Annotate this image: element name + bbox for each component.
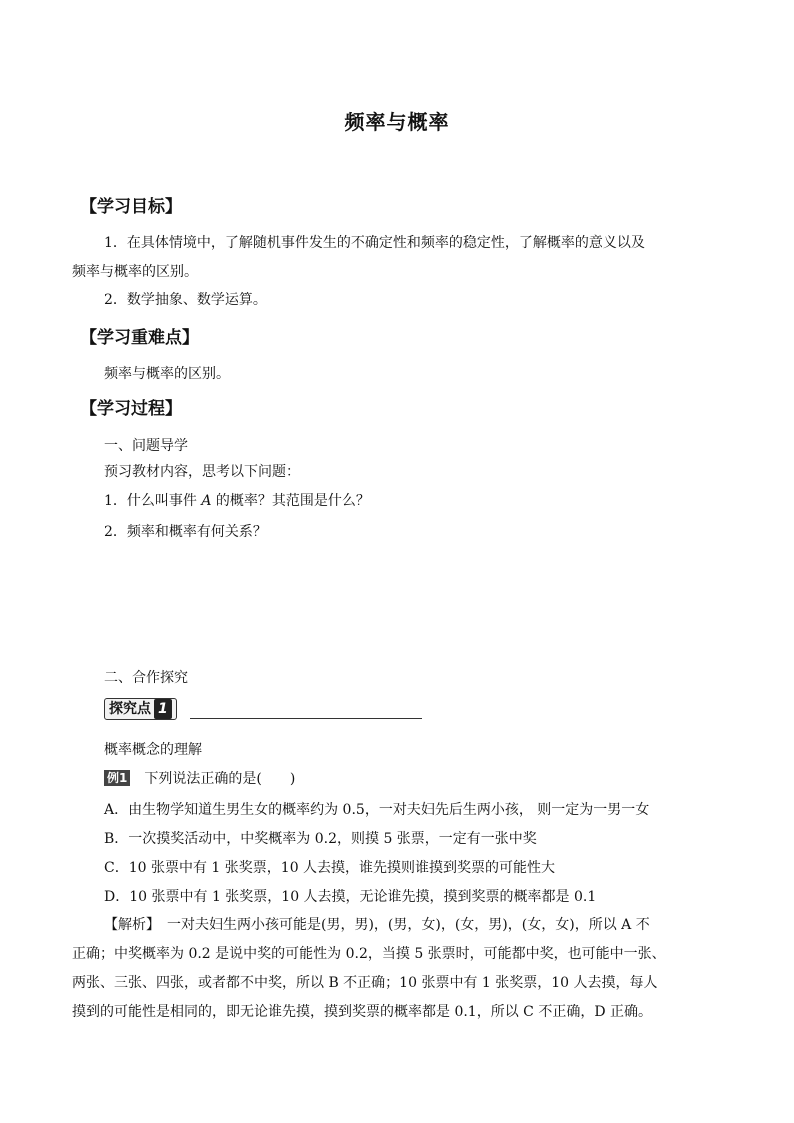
- explore-point-badge: [104, 698, 177, 720]
- option-a: A．由生物学知道生男生女的概率约为 0.5，一对夫妇先后生两小孩， 则一定为一男一女: [104, 802, 650, 818]
- question-1-pre: 1．什么叫事件: [104, 493, 202, 509]
- solution-line-1: 【解析】 一对夫妇生两小孩可能是(男，男)，(男，女)，(女，男)，(女，女)，所以 A 不: [104, 917, 650, 933]
- page-title: 频率与概率: [344, 110, 450, 134]
- example-tag: 例1: [104, 770, 130, 786]
- question-1: [104, 491, 370, 511]
- option-d: D．10 张票中有 1 张奖票，10 人去摸，无论谁先摸，摸到奖票的概率都是 0.1: [104, 889, 597, 905]
- heading-learning-process: 【学习过程】: [80, 399, 182, 419]
- option-b: B．一次摸奖活动中，中奖概率为 0.2，则摸 5 张票，一定有一张中奖: [104, 831, 537, 847]
- goal-2: 2．数学抽象、数学运算。: [104, 292, 267, 308]
- badge-underline: [190, 718, 422, 719]
- event-variable: A: [201, 493, 212, 509]
- key-points-text: 频率与概率的区别。: [104, 366, 230, 382]
- topic-title: 概率概念的理解: [104, 742, 202, 758]
- option-c: C．10 张票中有 1 张奖票，10 人去摸，谁先摸则谁摸到奖票的可能性大: [104, 860, 556, 876]
- question-1-post: 的概率？其范围是什么？: [211, 493, 370, 509]
- heading-key-points: 【学习重难点】: [80, 328, 199, 348]
- solution-line-4: 摸到的可能性是相同的，即无论谁先摸，摸到奖票的概率都是 0.1，所以 C 不正确，D 正确。: [72, 1004, 652, 1020]
- solution-line-2: 正确；中奖概率为 0.2 是说中奖的可能性为 0.2，当摸 5 张票时，可能都中奖，也可能中一张、: [72, 946, 666, 962]
- example-question: [104, 769, 295, 789]
- preview-instruction: 预习教材内容，思考以下问题：: [104, 464, 300, 480]
- heading-learning-goals: 【学习目标】: [80, 197, 182, 217]
- explore-point-number: 1: [154, 699, 172, 719]
- explore-point-label: 探究点 1: [104, 698, 177, 720]
- solution-line-3: 两张、三张、四张，或者都不中奖，所以 B 不正确；10 张票中有 1 张奖票，10 人去摸，每人: [72, 975, 658, 991]
- goal-1-line-2: 频率与概率的区别。: [72, 264, 198, 280]
- goal-1-line-1: 1．在具体情境中，了解随机事件发生的不确定性和频率的稳定性，了解概率的意义以及: [104, 235, 645, 251]
- part-1-heading: 一、问题导学: [104, 438, 188, 454]
- part-2-heading: 二、合作探究: [104, 670, 188, 686]
- example-question-text: 下列说法正确的是( ): [144, 771, 296, 787]
- question-2: 2．频率和概率有何关系？: [104, 524, 267, 540]
